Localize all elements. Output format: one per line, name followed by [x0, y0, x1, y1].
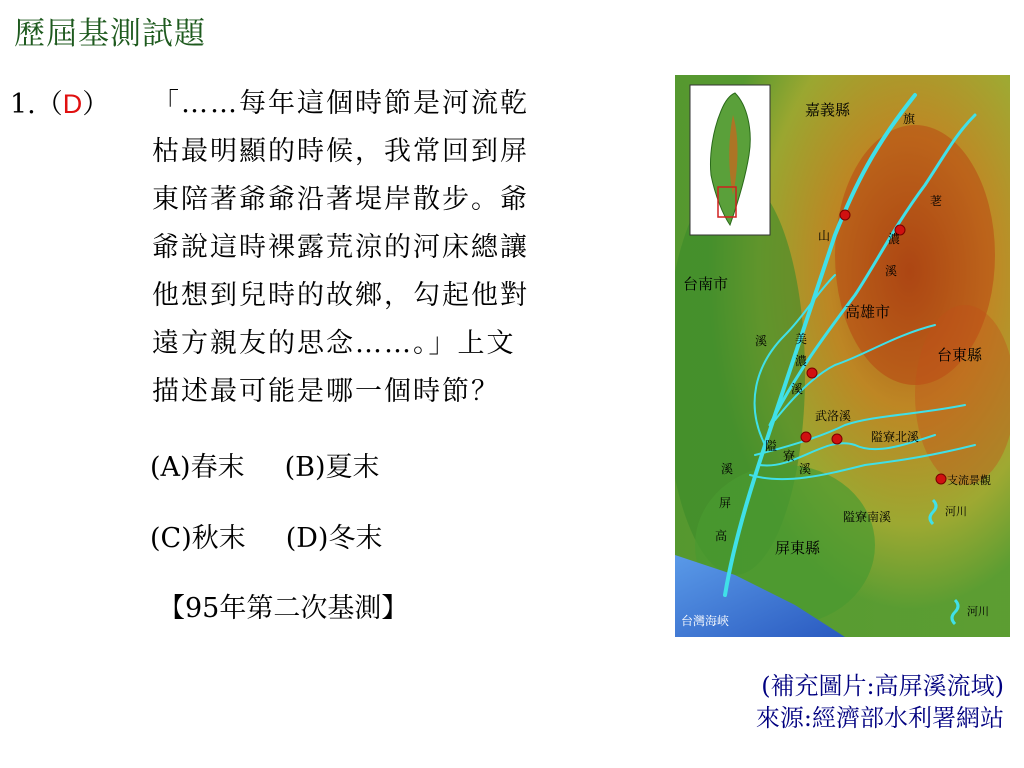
map-graphic: [675, 75, 1010, 637]
caption-line-1: (補充圖片:高屏溪流域): [761, 672, 1004, 700]
answer-paren-open: （: [35, 89, 63, 120]
label-taitung: 台東縣: [937, 346, 983, 364]
label-chiayi: 嘉義縣: [805, 101, 851, 119]
label-gao: 高: [715, 529, 728, 543]
label-xi3: 溪: [791, 382, 804, 396]
label-nong2: 濃: [795, 354, 808, 368]
option-a: (A)春末: [150, 452, 245, 483]
option-d: (D)冬末: [285, 523, 383, 554]
question-line: 東陪著爺爺沿著堤岸散步。爺: [152, 184, 529, 215]
label-ping: 屏: [719, 496, 732, 510]
label-xi5: 溪: [799, 462, 812, 476]
question-line: 描述最可能是哪一個時節？: [152, 376, 500, 407]
caption-line-2: 來源:經濟部水利署網站: [755, 704, 1004, 732]
label-lao: 荖: [930, 194, 943, 208]
option-b: (B)夏末: [284, 452, 380, 483]
label-qi: 旗: [903, 112, 916, 126]
page-title: 歷屆基測試題: [14, 16, 206, 52]
label-tainan: 台南市: [683, 275, 729, 293]
label-mei: 美: [795, 332, 808, 346]
question-number-label: 1.: [10, 89, 36, 120]
label-pingtung: 屏東縣: [775, 539, 821, 557]
option-c: (C)秋末: [150, 523, 246, 554]
map-caption: [756, 670, 1004, 734]
legend-site: 支流景觀: [947, 474, 991, 487]
question-line: 「……每年這個時節是河流乾: [152, 88, 529, 119]
legend-river2: 河川: [967, 605, 989, 618]
answer-paren-close: ）: [82, 89, 110, 120]
question-line: 枯最明顯的時候，我常回到屏: [152, 136, 529, 167]
label-xi2: 溪: [885, 264, 898, 278]
label-xi4: 溪: [755, 334, 768, 348]
legend-river: 河川: [945, 505, 967, 518]
label-ai: 隘: [765, 439, 778, 453]
label-ailiao-south: 隘寮南溪: [843, 510, 892, 524]
label-nong1: 濃: [888, 232, 901, 246]
options-row-2: [150, 516, 382, 555]
question-line: 他想到兒時的故鄉，勾起他對: [152, 280, 529, 311]
question-number: [10, 80, 109, 129]
label-wuluo: 武洛溪: [815, 409, 852, 423]
question-line: 爺說這時裸露荒涼的河床總讓: [152, 232, 529, 263]
label-kaohsiung: 高雄市: [845, 303, 891, 321]
label-ailiao-north: 隘寮北溪: [871, 430, 920, 444]
answer-letter: D: [62, 89, 83, 119]
label-strait: 台灣海峽: [681, 614, 730, 628]
label-liao: 寮: [783, 449, 796, 463]
question-line: 遠方親友的思念……。」上文: [152, 328, 516, 359]
options-row-1: [150, 445, 380, 484]
exam-source: 【95年第二次基測】: [158, 593, 409, 624]
question-text: [152, 80, 672, 416]
label-xi6: 溪: [721, 462, 734, 476]
label-shan: 山: [818, 229, 831, 243]
watershed-map: [675, 75, 1010, 637]
